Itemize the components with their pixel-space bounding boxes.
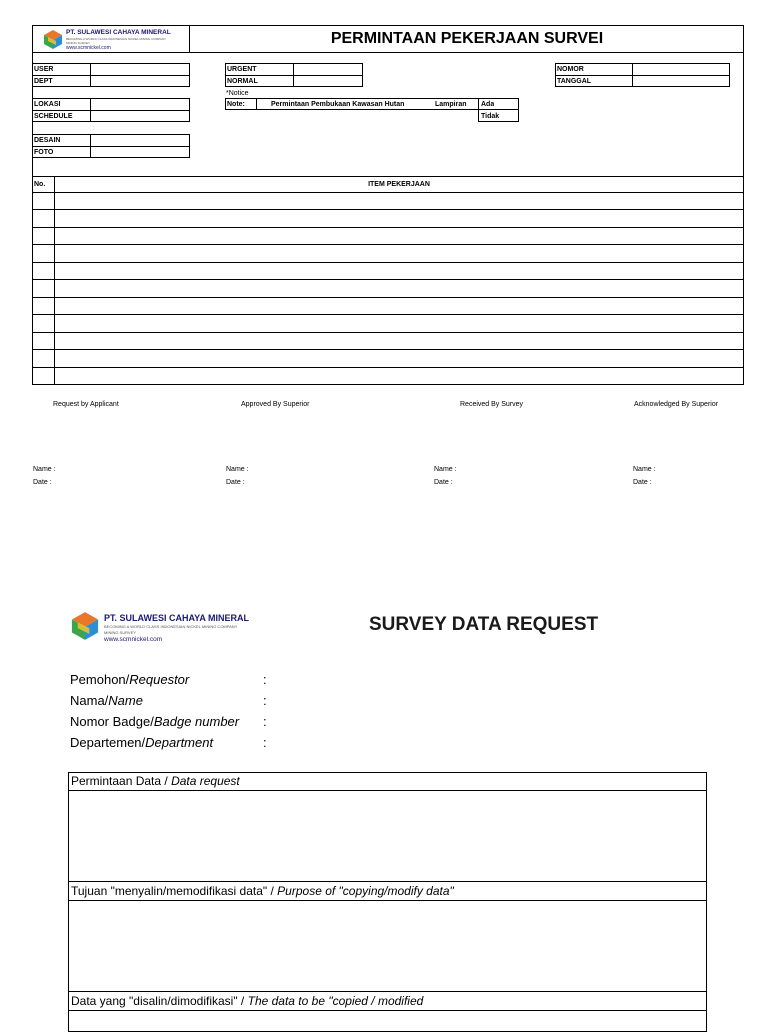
name-field-label: Nama/Name	[70, 693, 143, 708]
requestor-field-label: Pemohon/Requestor	[70, 672, 190, 687]
item-table-no-header: No.	[34, 180, 46, 188]
signature-survey-title: Received By Survey	[460, 401, 524, 408]
name-field-colon: :	[263, 693, 267, 708]
field-tanggal-label: TANGGAL	[557, 78, 592, 85]
field-schedule-input[interactable]	[91, 111, 189, 122]
company-tagline: BECOMING A WORLD CLASS INDONESIAN NICKEL MINING COMPANY	[104, 624, 238, 629]
field-user-label: USER	[34, 66, 54, 73]
company-name: PT. SULAWESI CAHAYA MINERAL	[104, 613, 250, 623]
item-table-item-header: ITEM PEKERJAAN	[368, 181, 430, 188]
priority-normal-checkbox[interactable]	[294, 76, 362, 87]
table-row[interactable]	[32, 367, 744, 368]
purpose-header: Tujuan "menyalin/memodifikasi data" / Purpose of "copying/modify data"	[71, 884, 454, 898]
signature-applicant-title: Request by Applicant	[53, 401, 119, 408]
department-field-colon: :	[263, 735, 267, 750]
priority-urgent-checkbox[interactable]	[294, 64, 362, 75]
table-row[interactable]	[32, 209, 744, 210]
signature-superior-title: Approved By Superior	[241, 401, 310, 408]
company-dept: MINING SURVEY	[66, 41, 90, 45]
lampiran-label: Lampiran	[435, 100, 467, 108]
signature-survey-date: Date :	[434, 479, 453, 486]
table-row[interactable]	[32, 227, 744, 228]
field-nomor-input[interactable]	[633, 64, 729, 75]
field-schedule-label: SCHEDULE	[34, 113, 73, 120]
priority-urgent-label: URGENT	[227, 66, 257, 73]
signature-applicant-date: Date :	[33, 479, 52, 486]
table-row[interactable]	[32, 332, 744, 333]
field-foto-label: FOTO	[34, 149, 54, 156]
table-row[interactable]	[32, 297, 744, 298]
company-name: PT. SULAWESI CAHAYA MINERAL	[66, 29, 171, 36]
form1-left-border	[32, 53, 33, 177]
form1-right-border	[743, 53, 744, 177]
signature-ack-name: Name :	[633, 466, 656, 473]
table-row[interactable]	[32, 349, 744, 350]
department-field-label: Departemen/Department	[70, 735, 214, 750]
company-logo-icon	[42, 29, 64, 50]
company-logo-icon	[69, 610, 101, 642]
priority-normal-label: NORMAL	[227, 78, 258, 85]
note-label: Note:	[227, 100, 245, 108]
notice-text: *Notice	[226, 90, 249, 97]
field-dept-label: DEPT	[34, 78, 53, 85]
company-url: www.scmnickel.com	[66, 45, 111, 51]
table-row[interactable]	[32, 262, 744, 263]
requestor-field-colon: :	[263, 672, 267, 687]
divider	[256, 98, 257, 110]
lampiran-ada-option[interactable]: Ada	[481, 100, 495, 108]
company-tagline: BECOMING A WORLD CLASS INDONESIAN NICKEL MINING COMPANY	[66, 37, 167, 41]
table-row[interactable]	[32, 244, 744, 245]
field-desain-input[interactable]	[91, 135, 189, 146]
signature-applicant-name: Name :	[33, 466, 56, 473]
table-row[interactable]	[32, 279, 744, 280]
badge-field-colon: :	[263, 714, 267, 729]
signature-ack-date: Date :	[633, 479, 652, 486]
copied-data-header: Data yang "disalin/dimodifikasi" / The data to be "copied / modified	[71, 994, 424, 1008]
field-foto-input[interactable]	[91, 147, 189, 158]
item-table-header-line	[32, 192, 744, 193]
signature-survey-name: Name :	[434, 466, 457, 473]
signature-superior-name: Name :	[226, 466, 249, 473]
lampiran-tidak-option[interactable]: Tidak	[481, 112, 500, 120]
signature-superior-date: Date :	[226, 479, 245, 486]
data-request-input[interactable]	[69, 791, 706, 881]
item-table	[32, 176, 744, 385]
form2-title: SURVEY DATA REQUEST	[369, 614, 599, 635]
note-text: Permintaan Pembukaan Kawasan Hutan	[271, 100, 405, 108]
divider	[68, 991, 707, 992]
field-user-input[interactable]	[91, 64, 189, 75]
company-url: www.scmnickel.com	[104, 636, 163, 643]
form1-title: PERMINTAAN PEKERJAAN SURVEI	[330, 30, 604, 47]
copied-data-input[interactable]	[69, 1011, 706, 1024]
company-dept: MINING SURVEY	[104, 630, 136, 635]
signature-ack-title: Acknowledged By Superior	[634, 401, 719, 408]
field-lokasi-input[interactable]	[91, 99, 189, 110]
divider	[68, 881, 707, 882]
item-table-no-column-divider	[54, 176, 55, 385]
table-row[interactable]	[32, 314, 744, 315]
field-desain-label: DESAIN	[34, 137, 61, 144]
purpose-input[interactable]	[69, 901, 706, 991]
data-request-header: Permintaan Data / Data request	[71, 774, 240, 788]
badge-field-label: Nomor Badge/Badge number	[70, 714, 240, 729]
field-lokasi-label: LOKASI	[34, 101, 61, 108]
field-nomor-label: NOMOR	[557, 66, 584, 73]
field-tanggal-input[interactable]	[633, 76, 729, 87]
field-dept-input[interactable]	[91, 76, 189, 87]
